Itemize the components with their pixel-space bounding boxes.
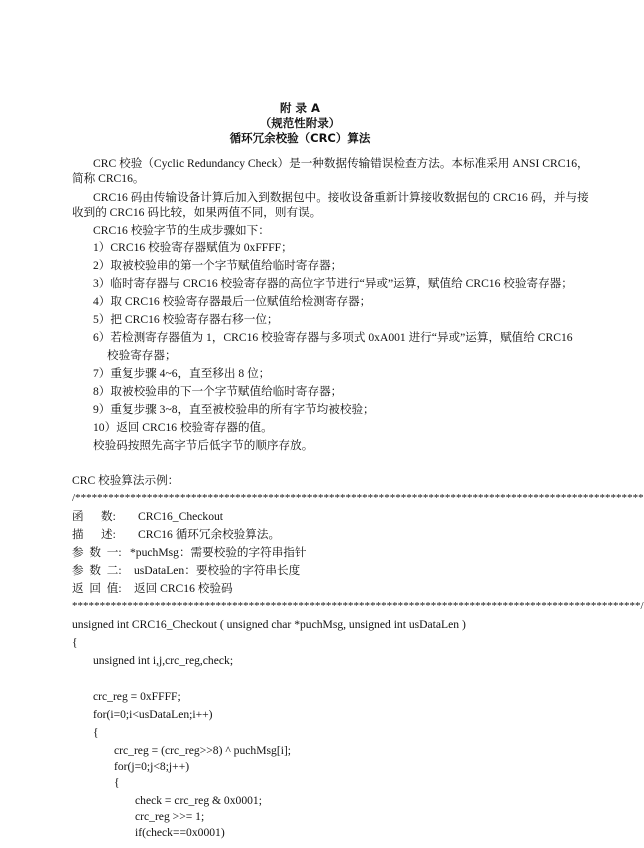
step-2: 2）取被校验串的第一个字节赋值给临时寄存器； xyxy=(93,259,343,272)
code-crc-init: crc_reg = 0xFFFF; xyxy=(93,690,181,703)
intro-p1-line1: CRC 校验（Cyclic Redundancy Check）是一种数据传输错误检查方法。本标准采用 ANSI CRC16， xyxy=(93,157,589,170)
header-desc-val: CRC16 循环冗余校验算法。 xyxy=(138,528,281,541)
header-func-val: CRC16_Checkout xyxy=(138,510,224,523)
header-param1-key: 参 数 一: xyxy=(72,546,122,559)
code-if: if(check==0x0001) xyxy=(135,826,225,839)
header-return-key: 返 回 值: xyxy=(72,582,122,595)
intro-p3: CRC16 校验字节的生成步骤如下： xyxy=(93,224,270,237)
appendix-type: （规范性附录） xyxy=(259,116,341,130)
intro-p2-line2: 收到的 CRC16 码比较，如果两值不同，则有误。 xyxy=(72,206,322,219)
header-param2-val: usDataLen：要校验的字符串长度 xyxy=(134,564,301,577)
header-return-val: 返回 CRC16 校验码 xyxy=(134,582,233,595)
header-func-key: 函 数: xyxy=(72,510,116,523)
code-brace-open: { xyxy=(72,636,78,649)
comment-open: /******************************************************************************************************* xyxy=(72,492,644,504)
step-4: 4）取 CRC16 校验寄存器最后一位赋值给检测寄存器； xyxy=(93,295,372,308)
order-note: 校验码按照先高字节后低字节的顺序存放。 xyxy=(93,439,314,452)
step-8: 8）取被校验串的下一个字节赋值给临时寄存器； xyxy=(93,385,343,398)
comment-close: *******************************************************************************************************/ xyxy=(72,600,644,612)
code-outer-brace: { xyxy=(93,726,99,739)
appendix-label: 附 录 A xyxy=(280,101,320,115)
header-desc-key: 描 述: xyxy=(72,528,116,541)
step-7: 7）重复步骤 4~6，直至移出 8 位； xyxy=(93,367,271,380)
code-signature: unsigned int CRC16_Checkout ( unsigned char *puchMsg, unsigned int usDataLen ) xyxy=(72,618,466,631)
code-outer-for: for(i=0;i<usDataLen;i++) xyxy=(93,708,213,721)
code-check: check = crc_reg & 0x0001; xyxy=(135,794,262,807)
step-1: 1）CRC16 校验寄存器赋值为 0xFFFF； xyxy=(93,241,293,254)
appendix-title: 循环冗余校验（CRC）算法 xyxy=(229,131,371,145)
step-9: 9）重复步骤 3~8，直至被校验串的所有字节均被校验； xyxy=(93,403,375,416)
code-declarations: unsigned int i,j,crc_reg,check; xyxy=(93,654,234,667)
code-shift: crc_reg >>= 1; xyxy=(135,810,205,823)
step-10: 10）返回 CRC16 校验寄存器的值。 xyxy=(93,421,273,434)
step-5: 5）把 CRC16 校验寄存器右移一位； xyxy=(93,313,279,326)
code-inner-for: for(j=0;j<8;j++) xyxy=(114,760,190,773)
example-label: CRC 校验算法示例： xyxy=(72,474,180,487)
code-xor-byte: crc_reg = (crc_reg>>8) ^ puchMsg[i]; xyxy=(114,744,291,757)
header-param2-key: 参 数 二: xyxy=(72,564,122,577)
step-6-cont: 校验寄存器； xyxy=(107,349,177,362)
step-6: 6）若检测寄存器值为 1，CRC16 校验寄存器与多项式 0xA001 进行“异或”运算，赋值给 CRC16 xyxy=(93,331,573,344)
code-inner-brace: { xyxy=(114,776,120,789)
intro-p1-line2: 简称 CRC16。 xyxy=(72,172,145,185)
intro-p2-line1: CRC16 码由传输设备计算后加入到数据包中。接收设备重新计算接收数据包的 CRC16 码，并与接 xyxy=(93,191,589,204)
step-3: 3）临时寄存器与 CRC16 校验寄存器的高位字节进行“异或”运算，赋值给 CRC16 校验寄存器； xyxy=(93,277,573,290)
header-param1-val: *puchMsg：需要校验的字符串指针 xyxy=(130,546,307,559)
